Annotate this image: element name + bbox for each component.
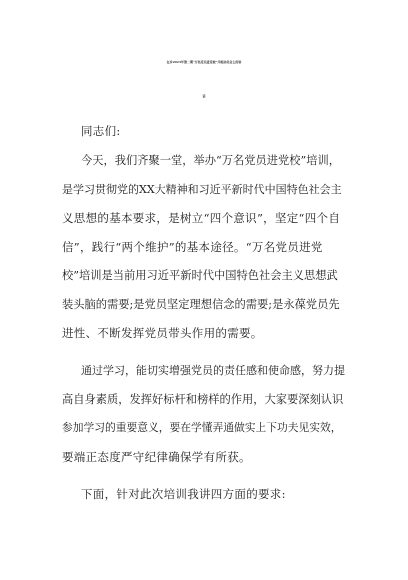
paragraph-2-line: 通过学习，能切实增强党员的责任感和使命感，努力提 xyxy=(81,364,345,377)
salutation: 同志们: xyxy=(81,124,121,138)
paragraph-3-line: 下面，针对此次培训我讲四方面的要求: xyxy=(81,487,286,501)
document-title-line-1: 在乡2023年第二期“万名党员进党校”开班动员会上的讲 xyxy=(166,60,242,64)
paragraph-2-line: 参加学习的重要意义，要在学懂弄通做实上下功夫见实效， xyxy=(62,421,342,434)
paragraph-2-line: 要端正态度严守纪律确保学有所获。 xyxy=(62,450,251,464)
document-title-line-2: 话 xyxy=(202,94,206,98)
paragraph-1-line: 义思想的基本要求，是树立“四个意识”，坚定“四个自 xyxy=(62,211,341,225)
paragraph-2-line: 高自身素质，发挥好标杆和榜样的作用，大家要深刻认识 xyxy=(62,393,344,406)
paragraph-1-line: 校”培训是当前用习近平新时代中国特色社会主义思想武 xyxy=(62,269,338,282)
paragraph-1-line: 进性、不断发挥党员带头作用的需要。 xyxy=(62,326,263,340)
paragraph-1-line: 是学习贯彻党的XX大精神和习近平新时代中国特色社会主 xyxy=(62,183,342,196)
paragraph-1-line: 装头脑的需要;是党员坚定理想信念的需要;是永葆党员先 xyxy=(62,298,340,311)
paragraph-1-line: 今天，我们齐聚一堂，举办“万名党员进党校”培训， xyxy=(81,154,341,167)
paragraph-1-line: 信”，践行“两个维护”的基本途径。“万名党员进党 xyxy=(62,240,323,254)
